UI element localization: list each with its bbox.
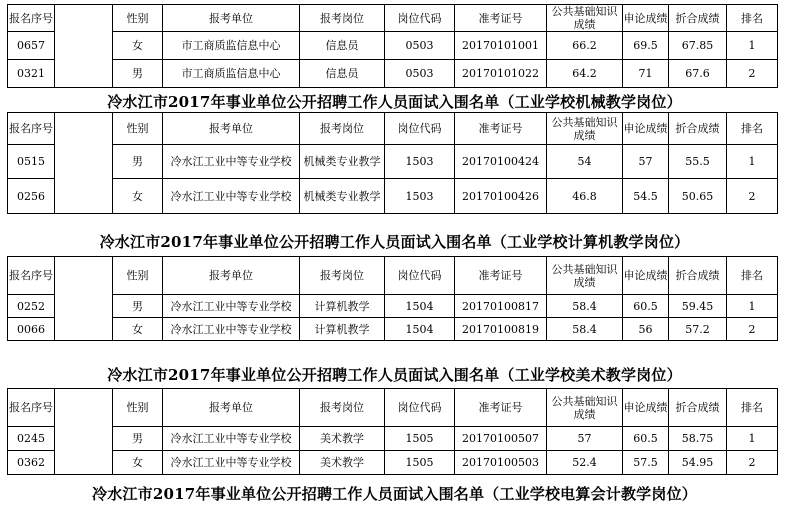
header-rank: 排名 [727,5,778,32]
cell-total-score: 67.6 [669,60,727,88]
header-post: 报考岗位 [300,113,385,145]
cell-essay-score: 57 [623,145,669,179]
cell-gender: 女 [113,32,163,60]
header-essay-score: 申论成绩 [623,389,669,427]
cell-post: 计算机教学 [300,295,385,318]
cell-unit: 冷水江工业中等专业学校 [163,179,300,214]
cell-essay-score: 54.5 [623,179,669,214]
cell-total-score: 59.45 [669,295,727,318]
cell-post-code: 1503 [385,145,455,179]
header-public-score: 公共基础知识成绩 [547,5,623,32]
header-gender: 性别 [113,5,163,32]
cell-post-code: 1505 [385,451,455,475]
header-total-score: 折合成绩 [669,389,727,427]
cell-rank: 2 [727,60,778,88]
header-post: 报考岗位 [300,389,385,427]
header-public-score: 公共基础知识成绩 [547,113,623,145]
header-post-code: 岗位代码 [385,389,455,427]
table-info-post [7,4,778,88]
cell-ticket: 20170100817 [455,295,547,318]
cell-ticket: 20170100819 [455,318,547,341]
section-title-art: 冷水江市2017年事业单位公开招聘工作人员面试入围名单（工业学校美术教学岗位） [107,366,682,384]
cell-post: 计算机教学 [300,318,385,341]
cell-rank: 1 [727,427,778,451]
cell-gender: 男 [113,427,163,451]
cell-essay-score: 56 [623,318,669,341]
cell-post-code: 0503 [385,60,455,88]
table-row [8,60,778,88]
cell-essay-score: 60.5 [623,295,669,318]
header-unit: 报考单位 [163,257,300,295]
table-row [8,145,778,179]
header-post-code: 岗位代码 [385,257,455,295]
cell-reg-no: 0515 [8,145,55,179]
cell-unit: 冷水江工业中等专业学校 [163,295,300,318]
cell-rank: 1 [727,32,778,60]
header-reg-no: 报名序号 [8,5,55,32]
header-unit: 报考单位 [163,389,300,427]
header-essay-score: 申论成绩 [623,257,669,295]
cell-post-code: 1503 [385,179,455,214]
cell-essay-score: 69.5 [623,32,669,60]
cell-total-score: 54.95 [669,451,727,475]
blank-column [55,389,113,475]
header-ticket: 准考证号 [455,257,547,295]
table-row [8,427,778,451]
table-header-row [8,5,778,32]
cell-total-score: 67.85 [669,32,727,60]
cell-unit: 市工商质监信息中心 [163,60,300,88]
cell-reg-no: 0657 [8,32,55,60]
cell-gender: 女 [113,179,163,214]
table-row [8,32,778,60]
cell-reg-no: 0252 [8,295,55,318]
cell-post: 信息员 [300,60,385,88]
cell-public-score: 64.2 [547,60,623,88]
cell-rank: 2 [727,318,778,341]
cell-rank: 2 [727,179,778,214]
header-unit: 报考单位 [163,113,300,145]
blank-column [55,113,113,214]
cell-reg-no: 0245 [8,427,55,451]
cell-public-score: 58.4 [547,295,623,318]
cell-public-score: 46.8 [547,179,623,214]
cell-post-code: 1504 [385,295,455,318]
header-ticket: 准考证号 [455,113,547,145]
header-reg-no: 报名序号 [8,257,55,295]
cell-unit: 冷水江工业中等专业学校 [163,451,300,475]
cell-total-score: 57.2 [669,318,727,341]
header-reg-no: 报名序号 [8,113,55,145]
table-mechanical-post [7,112,778,214]
cell-reg-no: 0321 [8,60,55,88]
section-title-computer: 冷水江市2017年事业单位公开招聘工作人员面试入围名单（工业学校计算机教学岗位） [99,233,690,251]
header-post-code: 岗位代码 [385,5,455,32]
header-rank: 排名 [727,257,778,295]
cell-reg-no: 0256 [8,179,55,214]
cell-gender: 男 [113,145,163,179]
section-title-mechanical: 冷水江市2017年事业单位公开招聘工作人员面试入围名单（工业学校机械教学岗位） [107,93,682,111]
cell-public-score: 57 [547,427,623,451]
cell-reg-no: 0066 [8,318,55,341]
header-reg-no: 报名序号 [8,389,55,427]
cell-ticket: 20170100426 [455,179,547,214]
cell-post: 机械类专业教学 [300,145,385,179]
cell-ticket: 20170100503 [455,451,547,475]
cell-total-score: 55.5 [669,145,727,179]
cell-essay-score: 60.5 [623,427,669,451]
table-computer-post [7,256,778,341]
cell-post: 信息员 [300,32,385,60]
header-essay-score: 申论成绩 [623,5,669,32]
section-title-accounting: 冷水江市2017年事业单位公开招聘工作人员面试入围名单（工业学校电算会计教学岗位） [92,485,697,503]
header-gender: 性别 [113,389,163,427]
header-total-score: 折合成绩 [669,113,727,145]
table-art-post [7,388,778,475]
header-post: 报考岗位 [300,257,385,295]
cell-total-score: 58.75 [669,427,727,451]
cell-public-score: 52.4 [547,451,623,475]
table-header-row [8,257,778,295]
cell-gender: 女 [113,451,163,475]
cell-public-score: 66.2 [547,32,623,60]
header-total-score: 折合成绩 [669,5,727,32]
table-row [8,179,778,214]
cell-public-score: 58.4 [547,318,623,341]
header-gender: 性别 [113,113,163,145]
header-public-score: 公共基础知识成绩 [547,257,623,295]
header-essay-score: 申论成绩 [623,113,669,145]
cell-total-score: 50.65 [669,179,727,214]
cell-unit: 冷水江工业中等专业学校 [163,318,300,341]
cell-unit: 冷水江工业中等专业学校 [163,145,300,179]
header-total-score: 折合成绩 [669,257,727,295]
header-gender: 性别 [113,257,163,295]
header-rank: 排名 [727,113,778,145]
header-post-code: 岗位代码 [385,113,455,145]
cell-gender: 女 [113,318,163,341]
table-header-row [8,389,778,427]
cell-gender: 男 [113,295,163,318]
header-ticket: 准考证号 [455,389,547,427]
header-unit: 报考单位 [163,5,300,32]
cell-unit: 冷水江工业中等专业学校 [163,427,300,451]
cell-ticket: 20170100424 [455,145,547,179]
header-rank: 排名 [727,389,778,427]
cell-essay-score: 71 [623,60,669,88]
cell-essay-score: 57.5 [623,451,669,475]
cell-post-code: 1505 [385,427,455,451]
cell-unit: 市工商质监信息中心 [163,32,300,60]
cell-ticket: 20170101022 [455,60,547,88]
blank-column [55,5,113,88]
blank-column [55,257,113,341]
table-row [8,295,778,318]
header-ticket: 准考证号 [455,5,547,32]
cell-post-code: 0503 [385,32,455,60]
cell-gender: 男 [113,60,163,88]
cell-ticket: 20170100507 [455,427,547,451]
cell-post: 美术教学 [300,427,385,451]
cell-rank: 2 [727,451,778,475]
cell-reg-no: 0362 [8,451,55,475]
cell-rank: 1 [727,295,778,318]
table-header-row [8,113,778,145]
header-public-score: 公共基础知识成绩 [547,389,623,427]
table-row [8,451,778,475]
cell-post: 美术教学 [300,451,385,475]
cell-post: 机械类专业教学 [300,179,385,214]
header-post: 报考岗位 [300,5,385,32]
cell-rank: 1 [727,145,778,179]
cell-ticket: 20170101001 [455,32,547,60]
cell-public-score: 54 [547,145,623,179]
table-row [8,318,778,341]
cell-post-code: 1504 [385,318,455,341]
